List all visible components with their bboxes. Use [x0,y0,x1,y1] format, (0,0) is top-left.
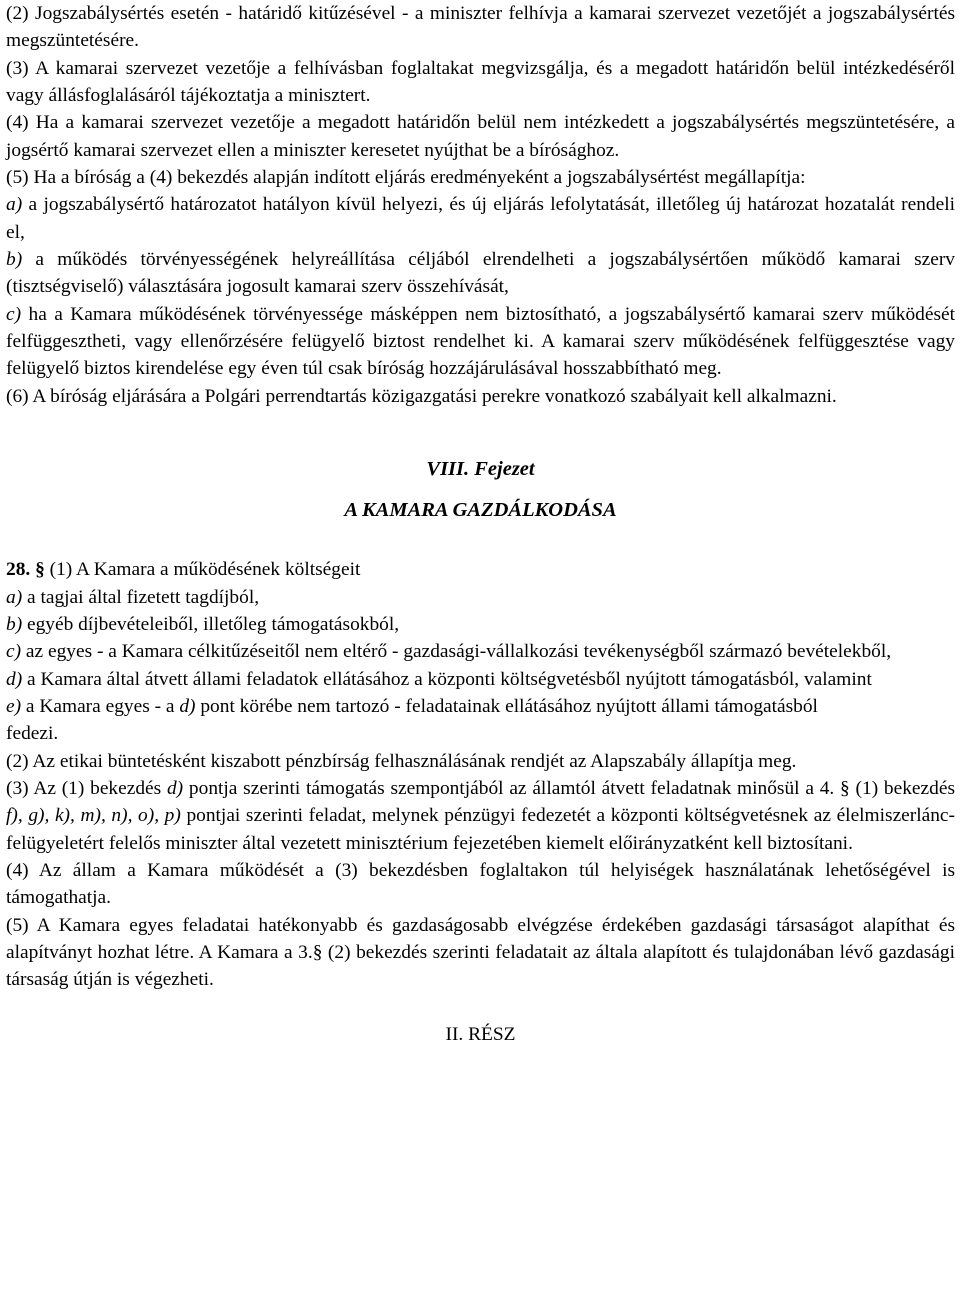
item-label: c) [6,641,22,663]
chapter-title: A KAMARA GAZDÁLKODÁSA [344,499,617,522]
item-reference: d) [179,695,196,717]
section-intro-text: (1) A Kamara a működésének költségeit [44,559,361,581]
item-5a [6,191,955,246]
item-label: c) [6,303,22,325]
paragraph-3: (3) A kamarai szervezet vezetője a felhívásban foglaltakat megvizsgálja, és a megadott határidőn belül intézkedéséről vagy állásfoglalásáról tájékoztatja a minisztert. [6,57,955,107]
item-text: a jogszabálysértő határozatot hatályon kívül helyezi, és új eljárás lefolytatását, illetőleg új határozat hozatalát rendeli el, [6,194,955,243]
chapter-number: VIII. Fejezet [426,458,535,481]
item-text: a Kamara egyes - a [21,695,180,717]
item-28d [6,666,955,693]
item-text: a tagjai által fizetett tagdíjból, [22,586,260,608]
item-label: a) [6,586,23,608]
item-text: az egyes - a Kamara célkitűzéseitől nem eltérő - gazdasági-vállalkozási tevékenységből származó bevételekből, [21,641,892,663]
item-text: a működés törvényességének helyreállítása céljából elrendelheti a jogszabálysértően működő kamarai szerv (tisztségviselő) választására jogosult kamarai szerv összehívását, [6,249,955,298]
paragraph-text: pontja szerinti támogatás szempontjából az államtól átvett feladatnak minősül a 4. § (1) bekezdés [183,777,955,799]
paragraph-4: (4) Ha a kamarai szervezet vezetője a megadott határidőn belül nem intézkedett a jogszabálysértés megszüntetésére, a jogsértő kamarai szervezet ellen a miniszter keresetet nyújthat be a bírósághoz. [6,112,955,161]
item-28a [6,584,955,611]
section-28-intro [6,556,955,583]
section-28-paragraph-3 [6,775,955,857]
paragraph-6: (6) A bíróság eljárására a Polgári perrendtartás közigazgatási perekre vonatkozó szabályait kell alkalmazni. [6,385,837,407]
part-heading: II. RÉSZ [445,1023,516,1045]
item-text: ha a Kamara működésének törvényessége másképpen nem biztosítható, a jogszabálysértő kamarai szerv működését felfüggesztheti, vagy ellenőrzésére felügyelő biztost rendelhet ki. A kamarai szerv működésének felfüggesztése vagy felügyelő biztos kirendelése egy éven túl csak bíróság hozzájárulásával hosszabbítható meg. [6,303,955,380]
item-5c [6,301,955,383]
paragraph-text: (3) Az (1) bekezdés [6,777,167,799]
item-label: a) [6,194,23,216]
item-label: b) [6,613,23,635]
section-28-paragraph-4: (4) Az állam a Kamara működését a (3) bekezdésben foglaltakon túl helyiségek használatának lehetőségével is támogathatja. [6,859,955,909]
item-label: e) [6,695,22,717]
item-text: pont körébe nem tartozó - feladatainak ellátásához nyújtott állami támogatásból [195,695,818,717]
item-28e [6,693,955,720]
paragraph-text: pontjai szerinti feladat, melynek pénzügyi fedezetét a központi költségvetésnek az élelmiszerlánc-felügyeletért felelős miniszter által vezetett minisztérium fejezetében kiemelt előirányzatként kell biztosítani. [6,805,955,854]
item-label: d) [6,668,23,690]
section-28-closing: fedezi. [6,723,59,745]
item-label: b) [6,249,23,271]
section-number: 28. [6,559,31,581]
paragraph-2: (2) Jogszabálysértés esetén - határidő kitűzésével - a miniszter felhívja a kamarai szervezet vezetőjét a jogszabálysértés megszüntetésére. [6,3,955,52]
section-sign: § [30,559,45,581]
section-28-paragraph-5: (5) A Kamara egyes feladatai hatékonyabb és gazdaságosabb elvégzése érdekében gazdasági társaságot alapíthat és alapítványt hozhat létre. A Kamara a 3.§ (2) bekezdés szerinti feladatait az általa alapított és tulajdonában lévő gazdasági társaság útján is végezheti. [6,914,955,991]
item-28b [6,611,955,638]
paragraph-reference: f), g), k), m), n), o), p) [6,805,181,827]
paragraph-reference: d) [166,777,184,799]
section-28-paragraph-2: (2) Az etikai büntetésként kiszabott pénzbírság felhasználásának rendjét az Alapszabály állapítja meg. [6,750,797,772]
paragraph-5: (5) Ha a bíróság a (4) bekezdés alapján indított eljárás eredményeként a jogszabálysértést megállapítja: [6,167,806,189]
item-text: a Kamara által átvett állami feladatok ellátásához a központi költségvetésből nyújtott támogatásból, valamint [22,668,872,690]
item-28c [6,638,955,665]
item-5b [6,246,955,301]
item-text: egyéb díjbevételeiből, illetőleg támogatásokból, [22,613,400,635]
